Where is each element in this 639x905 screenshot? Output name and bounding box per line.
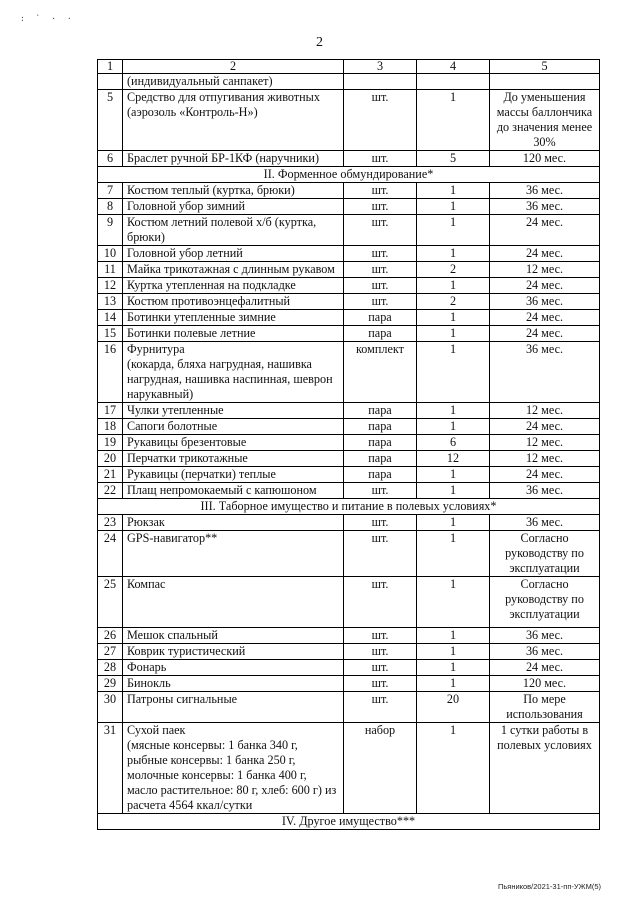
quantity: 12 (417, 451, 490, 467)
row-number: 10 (98, 246, 123, 262)
service-term: 36 мес. (490, 199, 600, 215)
row-number: 7 (98, 183, 123, 199)
table-row (98, 723, 600, 814)
unit: шт. (344, 246, 417, 262)
row-number: 14 (98, 310, 123, 326)
service-term: 36 мес. (490, 515, 600, 531)
item-name: Сапоги болотные (123, 419, 344, 435)
section-3-heading (98, 499, 600, 515)
item-name: Компас (123, 577, 344, 628)
unit: шт. (344, 515, 417, 531)
service-term: До уменьшения массы баллончика до значения менее 30% (490, 90, 600, 151)
item-name: Браслет ручной БР-1КФ (наручники) (123, 151, 344, 167)
item-name: Майка трикотажная с длинным рукавом (123, 262, 344, 278)
header-cell-2: 2 (123, 60, 344, 74)
section-4-heading (98, 814, 600, 830)
row-number: 15 (98, 326, 123, 342)
service-term: 36 мес. (490, 628, 600, 644)
unit: шт. (344, 183, 417, 199)
table-row (98, 692, 600, 723)
table-row (98, 628, 600, 644)
unit: шт. (344, 215, 417, 246)
row-number: 16 (98, 342, 123, 403)
row-number: 27 (98, 644, 123, 660)
continuation-row (98, 74, 600, 90)
unit: шт. (344, 151, 417, 167)
quantity: 1 (417, 628, 490, 644)
row-number: 13 (98, 294, 123, 310)
service-term: 1 сутки работы в полевых условиях (490, 723, 600, 814)
table-row (98, 531, 600, 577)
item-name: Фурнитура (кокарда, бляха нагрудная, нашивка нагрудная, нашивка наспинная, шеврон нарукавный) (123, 342, 344, 403)
unit: набор (344, 723, 417, 814)
row-number: 29 (98, 676, 123, 692)
quantity: 1 (417, 403, 490, 419)
row-number: 25 (98, 577, 123, 628)
unit: пара (344, 467, 417, 483)
service-term: 12 мес. (490, 451, 600, 467)
item-name: Ботинки полевые летние (123, 326, 344, 342)
service-term: 12 мес. (490, 262, 600, 278)
unit: шт. (344, 531, 417, 577)
table-row (98, 577, 600, 628)
row-number: 28 (98, 660, 123, 676)
table-row (98, 183, 600, 199)
quantity: 1 (417, 577, 490, 628)
row-number: 31 (98, 723, 123, 814)
section-heading: II. Форменное обмундирование* (98, 167, 600, 183)
table-row (98, 90, 600, 151)
quantity: 1 (417, 644, 490, 660)
quantity: 1 (417, 215, 490, 246)
item-name: Чулки утепленные (123, 403, 344, 419)
service-term: 12 мес. (490, 435, 600, 451)
quantity: 1 (417, 246, 490, 262)
section-heading: IV. Другое имущество*** (98, 814, 600, 830)
unit: шт. (344, 628, 417, 644)
service-term: 120 мес. (490, 676, 600, 692)
service-term: 36 мес. (490, 644, 600, 660)
row-number: 20 (98, 451, 123, 467)
unit: пара (344, 435, 417, 451)
table-row (98, 310, 600, 326)
table-row (98, 515, 600, 531)
service-term: 36 мес. (490, 183, 600, 199)
quantity: 6 (417, 435, 490, 451)
item-name: Головной убор зимний (123, 199, 344, 215)
row-number: 8 (98, 199, 123, 215)
service-term: 36 мес. (490, 483, 600, 499)
header-cell-4: 4 (417, 60, 490, 74)
quantity: 1 (417, 199, 490, 215)
service-term: 120 мес. (490, 151, 600, 167)
table-row (98, 151, 600, 167)
section-heading: III. Таборное имущество и питание в полевых условиях* (98, 499, 600, 515)
table-header-row (98, 60, 600, 74)
item-name: Рюкзак (123, 515, 344, 531)
unit: шт. (344, 262, 417, 278)
header-cell-3: 3 (344, 60, 417, 74)
section-2-heading (98, 167, 600, 183)
service-term: 24 мес. (490, 246, 600, 262)
item-name: Плащ непромокаемый с капюшоном (123, 483, 344, 499)
quantity: 1 (417, 419, 490, 435)
table-row (98, 435, 600, 451)
item-name: Патроны сигнальные (123, 692, 344, 723)
service-term: По мере использования (490, 692, 600, 723)
row-number: 24 (98, 531, 123, 577)
unit: пара (344, 310, 417, 326)
service-term: 24 мес. (490, 310, 600, 326)
quantity: 20 (417, 692, 490, 723)
service-term: 24 мес. (490, 326, 600, 342)
row-number: 26 (98, 628, 123, 644)
quantity: 1 (417, 278, 490, 294)
header-cell-1: 1 (98, 60, 123, 74)
quantity: 1 (417, 183, 490, 199)
service-term: 36 мес. (490, 294, 600, 310)
service-term: 24 мес. (490, 215, 600, 246)
item-name: Коврик туристический (123, 644, 344, 660)
row-number: 12 (98, 278, 123, 294)
row-number: 17 (98, 403, 123, 419)
quantity: 1 (417, 467, 490, 483)
unit: шт. (344, 294, 417, 310)
item-name: GPS-навигатор** (123, 531, 344, 577)
row-number: 30 (98, 692, 123, 723)
unit: пара (344, 403, 417, 419)
scan-mark: : ` · · (20, 14, 75, 23)
unit: пара (344, 419, 417, 435)
unit: пара (344, 326, 417, 342)
unit-cell (344, 74, 417, 90)
unit: шт. (344, 577, 417, 628)
quantity: 1 (417, 310, 490, 326)
item-name: Средство для отпугивания животных (аэрозоль «Контроль-Н») (123, 90, 344, 151)
quantity: 2 (417, 294, 490, 310)
service-term: 24 мес. (490, 467, 600, 483)
service-term: Согласно руководству по эксплуатации (490, 531, 600, 577)
row-number: 23 (98, 515, 123, 531)
unit: пара (344, 451, 417, 467)
item-name: Ботинки утепленные зимние (123, 310, 344, 326)
quantity: 2 (417, 262, 490, 278)
row-number: 22 (98, 483, 123, 499)
service-term: 12 мес. (490, 403, 600, 419)
item-name: Костюм теплый (куртка, брюки) (123, 183, 344, 199)
table-row (98, 278, 600, 294)
table-row (98, 483, 600, 499)
row-number: 19 (98, 435, 123, 451)
service-term: 24 мес. (490, 419, 600, 435)
table-row (98, 419, 600, 435)
table-row (98, 644, 600, 660)
item-name: Мешок спальный (123, 628, 344, 644)
item-name: Рукавицы брезентовые (123, 435, 344, 451)
quantity-cell (417, 74, 490, 90)
service-term: 24 мес. (490, 660, 600, 676)
quantity: 1 (417, 723, 490, 814)
row-number-cell (98, 74, 123, 90)
row-number: 5 (98, 90, 123, 151)
page-number: 2 (316, 35, 323, 50)
item-name: Бинокль (123, 676, 344, 692)
unit: шт. (344, 692, 417, 723)
table-row (98, 342, 600, 403)
row-number: 11 (98, 262, 123, 278)
header-cell-5: 5 (490, 60, 600, 74)
table-row (98, 262, 600, 278)
unit: шт. (344, 199, 417, 215)
quantity: 1 (417, 515, 490, 531)
table-row (98, 660, 600, 676)
unit: шт. (344, 278, 417, 294)
unit: шт. (344, 483, 417, 499)
item-name: Перчатки трикотажные (123, 451, 344, 467)
quantity: 1 (417, 483, 490, 499)
continuation-text: (индивидуальный санпакет) (123, 74, 344, 90)
service-term: 24 мес. (490, 278, 600, 294)
quantity: 1 (417, 676, 490, 692)
service-term: 36 мес. (490, 342, 600, 403)
item-name: Рукавицы (перчатки) теплые (123, 467, 344, 483)
table-row (98, 403, 600, 419)
quantity: 1 (417, 326, 490, 342)
row-number: 9 (98, 215, 123, 246)
service-term: Согласно руководству по эксплуатации (490, 577, 600, 628)
unit: шт. (344, 644, 417, 660)
table-row (98, 294, 600, 310)
term-cell (490, 74, 600, 90)
row-number: 18 (98, 419, 123, 435)
item-name: Фонарь (123, 660, 344, 676)
equipment-table (97, 59, 600, 830)
item-name: Костюм противоэнцефалитный (123, 294, 344, 310)
table-row (98, 246, 600, 262)
table-row (98, 326, 600, 342)
item-name: Головной убор летний (123, 246, 344, 262)
row-number: 6 (98, 151, 123, 167)
document-code: Пьяников/2021-31-пп-УЖМ(5) (497, 882, 601, 891)
quantity: 1 (417, 660, 490, 676)
table-row (98, 467, 600, 483)
item-name: Сухой паек (мясные консервы: 1 банка 340 г, рыбные консервы: 1 банка 250 г, молочные консервы: 1 банка 400 г, масло растительное: 80 г, хлеб: 600 г) из расчета 4564 ккал/сутки (123, 723, 344, 814)
row-number: 21 (98, 467, 123, 483)
table-row (98, 451, 600, 467)
unit: шт. (344, 676, 417, 692)
table-row (98, 676, 600, 692)
quantity: 1 (417, 342, 490, 403)
unit: комплект (344, 342, 417, 403)
item-name: Костюм летний полевой х/б (куртка, брюки) (123, 215, 344, 246)
table-row (98, 215, 600, 246)
quantity: 1 (417, 531, 490, 577)
item-name: Куртка утепленная на подкладке (123, 278, 344, 294)
quantity: 5 (417, 151, 490, 167)
quantity: 1 (417, 90, 490, 151)
unit: шт. (344, 660, 417, 676)
unit: шт. (344, 90, 417, 151)
table-row (98, 199, 600, 215)
